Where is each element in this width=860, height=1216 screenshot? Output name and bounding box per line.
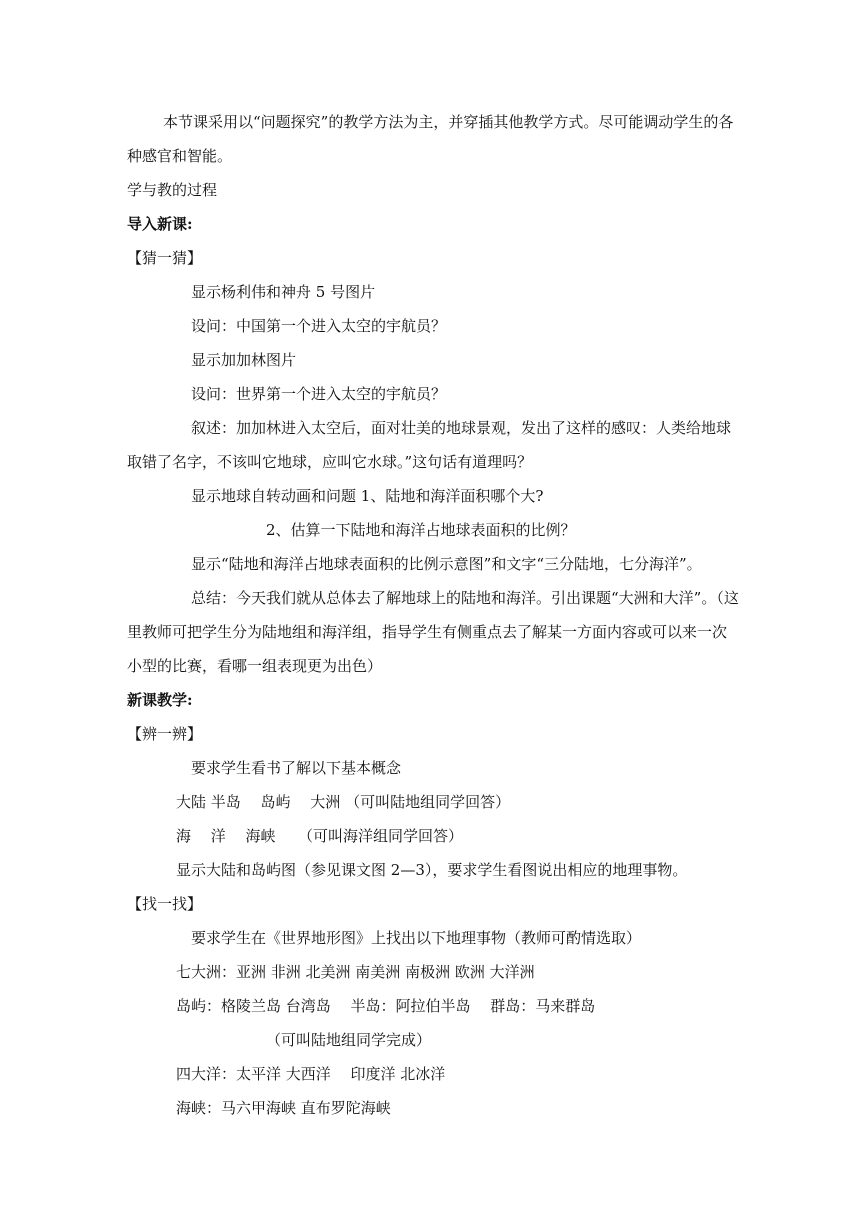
guess-heading: 【猜一猜】 — [127, 249, 203, 267]
find-line-5: 四大洋：太平洋 大西洋 印度洋 北冰洋 — [176, 1065, 446, 1083]
find-line-3: 岛屿：格陵兰岛 台湾岛 半岛：阿拉伯半岛 群岛：马来群岛 — [176, 997, 596, 1015]
guess-line-5: 叙述：加加林进入太空后，面对壮美的地球景观，发出了这样的感叹：人类给地球 — [191, 419, 732, 437]
intro-line-2: 种感官和智能。 — [127, 147, 233, 165]
guess-line-1: 显示杨利伟和神舟 5 号图片 — [191, 283, 376, 301]
lead-heading: 导入新课: — [127, 215, 193, 233]
guess-line-3: 显示加加林图片 — [191, 351, 297, 369]
new-heading: 新课教学: — [127, 691, 193, 709]
guess-line-6: 取错了名字，不该叫它地球，应叫它水球。”这句话有道理吗？ — [127, 453, 533, 471]
process-title: 学与教的过程 — [127, 181, 218, 199]
guess-line-10: 总结：今天我们就从总体去了解地球上的陆地和海洋。引出课题“大洲和大洋”。（这 — [191, 589, 739, 607]
distinguish-line-4: 显示大陆和岛屿图（参见课文图 2—3），要求学生看图说出相应的地理事物。 — [176, 861, 688, 879]
distinguish-line-2: 大陆 半岛 岛屿 大洲 （可叫陆地组同学回答） — [176, 793, 511, 811]
find-line-1: 要求学生在《世界地形图》上找出以下地理事物（教师可酌情选取） — [191, 929, 642, 947]
find-line-6: 海峡：马六甲海峡 直布罗陀海峡 — [176, 1099, 391, 1117]
find-heading: 【找一找】 — [127, 895, 203, 913]
guess-line-4: 设问：世界第一个进入太空的宇航员？ — [191, 385, 447, 403]
guess-line-11: 里教师可把学生分为陆地组和海洋组，指导学生有侧重点去了解某一方面内容或可以来一次 — [127, 623, 728, 641]
distinguish-line-1: 要求学生看书了解以下基本概念 — [191, 759, 402, 777]
intro-line-1: 本节课采用以“问题探究”的教学方法为主，并穿插其他教学方式。尽可能调动学生的各 — [163, 113, 734, 131]
find-line-4: （可叫陆地组同学完成） — [266, 1031, 432, 1049]
guess-line-8: 2、估算一下陆地和海洋占地球表面积的比例？ — [266, 521, 576, 539]
distinguish-line-3: 海 洋 海峡 （可叫海洋组同学回答） — [176, 827, 464, 845]
guess-line-2: 设问：中国第一个进入太空的宇航员？ — [191, 317, 447, 335]
distinguish-heading: 【辨一辨】 — [127, 725, 203, 743]
guess-line-9: 显示“陆地和海洋占地球表面积的比例示意图”和文字“三分陆地，七分海洋”。 — [191, 555, 702, 573]
guess-line-7: 显示地球自转动画和问题 1、陆地和海洋面积哪个大? — [191, 487, 544, 505]
guess-line-12: 小型的比赛，看哪一组表现更为出色） — [127, 657, 383, 675]
find-line-2: 七大洲：亚洲 非洲 北美洲 南美洲 南极洲 欧洲 大洋洲 — [176, 963, 535, 981]
